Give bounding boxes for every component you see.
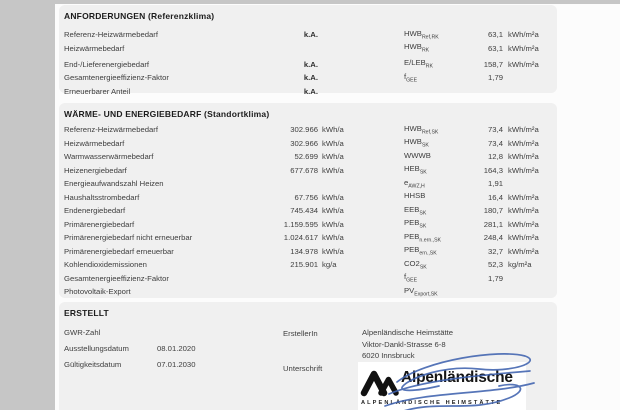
table-row bbox=[59, 71, 557, 85]
row-label: Referenz-Heizwärmebedarf bbox=[64, 125, 158, 135]
symbol-base: HHSB bbox=[404, 191, 426, 201]
table-row bbox=[59, 204, 557, 218]
field-label: Ausstellungsdatum bbox=[64, 343, 129, 353]
row-unit: kWh/m²a bbox=[508, 192, 539, 202]
table-row bbox=[59, 258, 557, 272]
symbol-base: e bbox=[404, 177, 409, 187]
row-unit: kg/m²a bbox=[508, 260, 532, 270]
row-mid-value: k.A. bbox=[303, 59, 318, 69]
row-unit: kWh/m²a bbox=[508, 152, 539, 162]
table-row bbox=[59, 191, 557, 205]
row-value: 52,3 bbox=[488, 260, 503, 270]
section-title: ANFORDERUNGEN (Referenzklima) bbox=[64, 11, 215, 21]
row-label: Energieaufwandszahl Heizen bbox=[64, 179, 164, 189]
row-symbol bbox=[404, 178, 466, 190]
row-value: 164,3 bbox=[483, 165, 503, 175]
row-value: 12,8 bbox=[488, 152, 503, 162]
row-unit: kWh/m²a bbox=[508, 206, 539, 216]
table-row bbox=[59, 42, 557, 56]
row-value: 63,1 bbox=[488, 43, 503, 53]
row-mid-value: k.A. bbox=[303, 30, 318, 40]
row-mid-value: k.A. bbox=[303, 86, 318, 96]
symbol-base: PEB bbox=[404, 231, 420, 241]
field-value: 07.01.2030 bbox=[157, 359, 196, 369]
table-row bbox=[59, 285, 557, 299]
row-label: Gesamtenergieeffizienz-Faktor bbox=[64, 273, 169, 283]
symbol-base: HEB bbox=[404, 164, 420, 174]
table-row bbox=[59, 218, 557, 232]
symbol-subscript: SK bbox=[419, 169, 427, 176]
row-mid-value: 677.678 bbox=[290, 165, 318, 175]
row-symbol bbox=[404, 191, 466, 203]
table-row bbox=[59, 272, 557, 286]
row-value: 63,1 bbox=[488, 30, 503, 40]
row-mid-value: 52.699 bbox=[294, 152, 318, 162]
row-symbol bbox=[404, 58, 466, 70]
field-row bbox=[64, 356, 195, 372]
row-symbol bbox=[404, 245, 466, 257]
section-title: WÄRME- UND ENERGIEBEDARF (Standortklima) bbox=[64, 109, 270, 119]
row-unit: kWh/m²a bbox=[508, 165, 539, 175]
symbol-subscript: Export,SK bbox=[414, 291, 438, 298]
symbol-base: PEB bbox=[404, 218, 420, 228]
symbol-base: HWB bbox=[404, 42, 422, 52]
row-mid-unit: kWh/a bbox=[322, 219, 344, 229]
row-symbol bbox=[404, 205, 466, 217]
table-row bbox=[59, 231, 557, 245]
row-mid-value: 302.966 bbox=[290, 125, 318, 135]
row-label: Referenz-Heizwärmebedarf bbox=[64, 30, 158, 40]
issuer-address bbox=[362, 327, 453, 362]
row-mid-value: 1.024.617 bbox=[283, 233, 318, 243]
row-label: Primärenergiebedarf erneuerbar bbox=[64, 246, 174, 256]
table-row bbox=[59, 137, 557, 151]
row-unit: kWh/m²a bbox=[508, 138, 539, 148]
table-row bbox=[59, 245, 557, 259]
section-title: ERSTELLT bbox=[64, 308, 109, 318]
table-row bbox=[59, 177, 557, 191]
row-unit: kWh/m²a bbox=[508, 233, 539, 243]
logo-wordmark: Alpenländische bbox=[401, 369, 513, 386]
row-symbol bbox=[404, 164, 466, 176]
row-value: 73,4 bbox=[488, 138, 503, 148]
logo-subtitle: ALPENLÄNDISCHE HEIMSTÄTTE bbox=[361, 400, 503, 406]
table-row bbox=[59, 58, 557, 72]
row-unit: kWh/m²a bbox=[508, 219, 539, 229]
row-symbol bbox=[404, 218, 466, 230]
row-mid-value: 745.434 bbox=[290, 206, 318, 216]
symbol-subscript: SK bbox=[419, 210, 427, 217]
field-label: Gültigkeitsdatum bbox=[64, 359, 122, 369]
table-row bbox=[59, 150, 557, 164]
row-label: End-/Lieferenergiebedarf bbox=[64, 59, 150, 69]
row-mid-unit: kWh/a bbox=[322, 206, 344, 216]
section-waerme-energiebedarf bbox=[59, 103, 557, 298]
row-mid-unit: kWh/a bbox=[322, 165, 344, 175]
symbol-subscript: RK bbox=[425, 63, 434, 70]
row-mid-value: 215.901 bbox=[290, 260, 318, 270]
row-mid-unit: kWh/a bbox=[322, 125, 344, 135]
address-line: Viktor-Dankl-Strasse 6-8 bbox=[362, 339, 446, 349]
symbol-subscript: RK bbox=[421, 47, 430, 54]
requirements-rows bbox=[59, 28, 557, 98]
field-value: 08.01.2020 bbox=[157, 343, 196, 353]
symbol-base: E/LEB bbox=[404, 58, 426, 68]
row-mid-unit: kg/a bbox=[322, 260, 337, 270]
row-symbol bbox=[404, 137, 466, 149]
row-value: 16,4 bbox=[488, 192, 503, 202]
symbol-subscript: ern.,SK bbox=[419, 250, 437, 257]
row-value: 1,91 bbox=[488, 179, 503, 189]
row-symbol bbox=[404, 42, 466, 54]
row-value: 248,4 bbox=[483, 233, 503, 243]
address-line: 6020 Innsbruck bbox=[362, 351, 415, 360]
row-value: 1,79 bbox=[488, 73, 503, 83]
address-line: Alpenländische Heimstätte bbox=[362, 328, 454, 337]
row-mid-unit: kWh/a bbox=[322, 233, 344, 243]
symbol-subscript: Ref,SK bbox=[421, 129, 439, 136]
row-symbol bbox=[404, 286, 466, 298]
table-row bbox=[59, 123, 557, 137]
row-symbol bbox=[404, 272, 466, 284]
row-mid-unit: kWh/a bbox=[322, 246, 344, 256]
row-label: Kohlendioxidemissionen bbox=[64, 260, 147, 270]
symbol-base: EEB bbox=[404, 204, 420, 214]
symbol-subscript: SK bbox=[419, 264, 427, 271]
symbol-base: HWB bbox=[404, 123, 422, 133]
row-value: 73,4 bbox=[488, 125, 503, 135]
section-erstellt bbox=[59, 302, 557, 410]
symbol-subscript: GEE bbox=[406, 277, 418, 284]
row-label: Photovoltaik-Export bbox=[64, 287, 131, 297]
row-unit: kWh/m²a bbox=[508, 59, 539, 69]
row-value: 281,1 bbox=[483, 219, 503, 229]
row-symbol bbox=[404, 72, 466, 84]
row-symbol bbox=[404, 259, 466, 271]
row-label: Gesamtenergieeffizienz-Faktor bbox=[64, 73, 169, 83]
document-page bbox=[55, 4, 620, 410]
row-label: Endenergiebedarf bbox=[64, 206, 126, 216]
row-mid-value: 302.966 bbox=[290, 138, 318, 148]
erstellt-fields bbox=[64, 324, 195, 372]
row-label: Heizwärmebedarf bbox=[64, 43, 125, 53]
symbol-base: WWWB bbox=[404, 150, 431, 160]
row-label: Primärenergiebedarf nicht erneuerbar bbox=[64, 233, 193, 243]
row-mid-value: 134.978 bbox=[290, 246, 318, 256]
row-mid-value: k.A. bbox=[303, 73, 318, 83]
row-unit: kWh/m²a bbox=[508, 43, 539, 53]
row-value: 1,79 bbox=[488, 273, 503, 283]
row-label: Erneuerbarer Anteil bbox=[64, 86, 131, 96]
ersteller-label: ErstellerIn bbox=[283, 329, 318, 338]
symbol-base: f bbox=[404, 272, 407, 282]
row-value: 180,7 bbox=[483, 206, 503, 216]
row-mid-unit: kWh/a bbox=[322, 152, 344, 162]
symbol-base: PV bbox=[404, 285, 415, 295]
row-value: 32,7 bbox=[488, 246, 503, 256]
row-unit: kWh/m²a bbox=[508, 30, 539, 40]
row-mid-value: 1.159.595 bbox=[283, 219, 318, 229]
symbol-base: f bbox=[404, 71, 407, 81]
row-value: 158,7 bbox=[483, 59, 503, 69]
row-symbol bbox=[404, 232, 466, 244]
company-logo bbox=[358, 362, 526, 410]
symbol-subscript: n.ern.,SK bbox=[419, 237, 442, 244]
symbol-subscript: GEE bbox=[406, 77, 418, 84]
symbol-subscript: Ref,RK bbox=[421, 34, 439, 41]
section-anforderungen bbox=[59, 5, 557, 96]
row-symbol bbox=[404, 151, 466, 163]
row-symbol bbox=[404, 124, 466, 136]
row-label: Heizwärmebedarf bbox=[64, 138, 125, 148]
row-mid-unit: kWh/a bbox=[322, 138, 344, 148]
symbol-subscript: AWZ,H bbox=[408, 183, 425, 190]
row-label: Heizenergiebedarf bbox=[64, 165, 127, 175]
row-label: Haushaltsstrombedarf bbox=[64, 192, 140, 202]
field-row bbox=[64, 340, 195, 356]
table-row bbox=[59, 28, 557, 42]
table-row bbox=[59, 85, 557, 99]
symbol-base: HWB bbox=[404, 28, 422, 38]
field-label: GWR-Zahl bbox=[64, 327, 101, 337]
row-symbol bbox=[404, 29, 466, 41]
symbol-base: HWB bbox=[404, 137, 422, 147]
symbol-base: CO2 bbox=[404, 258, 420, 268]
symbol-subscript: SK bbox=[419, 223, 427, 230]
row-mid-value: 67.756 bbox=[294, 192, 318, 202]
field-row bbox=[64, 324, 195, 340]
energy-rows bbox=[59, 123, 557, 299]
row-unit: kWh/m²a bbox=[508, 246, 539, 256]
unterschrift-label: Unterschrift bbox=[283, 364, 323, 373]
row-label: Warmwasserwärmebedarf bbox=[64, 152, 154, 162]
mountain-icon bbox=[360, 365, 400, 397]
row-mid-unit: kWh/a bbox=[322, 192, 344, 202]
row-unit: kWh/m²a bbox=[508, 125, 539, 135]
table-row bbox=[59, 164, 557, 178]
symbol-base: PEB bbox=[404, 245, 420, 255]
row-label: Primärenergiebedarf bbox=[64, 219, 135, 229]
symbol-subscript: SK bbox=[421, 142, 429, 149]
